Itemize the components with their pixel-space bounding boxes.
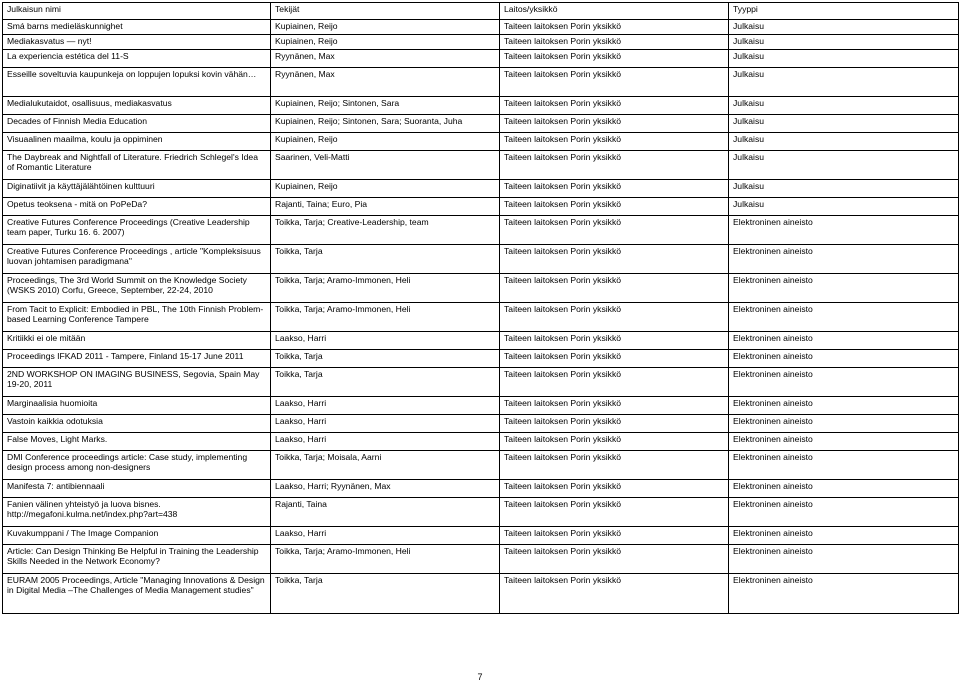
- cell-type: Elektroninen aineisto: [729, 545, 959, 574]
- table-row: [3, 415, 959, 433]
- cell-authors: Toikka, Tarja; Moisala, Aarni: [271, 451, 500, 480]
- cell-type: Julkaisu: [729, 133, 959, 151]
- cell-type: Elektroninen aineisto: [729, 397, 959, 415]
- cell-type: Julkaisu: [729, 180, 959, 198]
- cell-authors: Laakso, Harri: [271, 415, 500, 433]
- table-row: [3, 180, 959, 198]
- cell-type: Julkaisu: [729, 50, 959, 68]
- cell-type: Julkaisu: [729, 97, 959, 115]
- cell-department: Taiteen laitoksen Porin yksikkö: [500, 216, 729, 245]
- cell-title: Creative Futures Conference Proceedings , article "Kompleksisuus luovan johtamisen paradigmana": [3, 245, 271, 274]
- table-row: [3, 451, 959, 480]
- page-number: 7: [477, 672, 483, 682]
- table-row: [3, 35, 959, 50]
- cell-title: Visuaalinen maailma, koulu ja oppiminen: [3, 133, 271, 151]
- table-row: [3, 433, 959, 451]
- cell-type: Elektroninen aineisto: [729, 415, 959, 433]
- table-row: [3, 198, 959, 216]
- cell-title: Creative Futures Conference Proceedings (Creative Leadership team paper, Turku 16. 6. 2007): [3, 216, 271, 245]
- cell-department: Taiteen laitoksen Porin yksikkö: [500, 97, 729, 115]
- cell-authors: Kupiainen, Reijo; Sintonen, Sara; Suoranta, Juha: [271, 115, 500, 133]
- cell-authors: Kupiainen, Reijo; Sintonen, Sara: [271, 97, 500, 115]
- table-row: [3, 368, 959, 397]
- cell-authors: Toikka, Tarja: [271, 368, 500, 397]
- cell-type: Elektroninen aineisto: [729, 303, 959, 332]
- cell-title: EURAM 2005 Proceedings, Article "Managing Innovations & Design in Digital Media –The Challenges of Media Management studies": [3, 574, 271, 614]
- cell-department: Taiteen laitoksen Porin yksikkö: [500, 397, 729, 415]
- cell-department: Taiteen laitoksen Porin yksikkö: [500, 68, 729, 97]
- cell-title: La experiencia estética del 11-S: [3, 50, 271, 68]
- cell-authors: Laakso, Harri; Ryynänen, Max: [271, 480, 500, 498]
- table-row: [3, 397, 959, 415]
- table-row: [3, 274, 959, 303]
- cell-authors: Toikka, Tarja: [271, 350, 500, 368]
- cell-department: Taiteen laitoksen Porin yksikkö: [500, 415, 729, 433]
- table-row: [3, 350, 959, 368]
- table-row: [3, 303, 959, 332]
- table-row: [3, 97, 959, 115]
- cell-type: Elektroninen aineisto: [729, 216, 959, 245]
- cell-authors: Kupiainen, Reijo: [271, 35, 500, 50]
- cell-department: Taiteen laitoksen Porin yksikkö: [500, 115, 729, 133]
- cell-type: Elektroninen aineisto: [729, 332, 959, 350]
- cell-authors: Ryynänen, Max: [271, 68, 500, 97]
- cell-type: Julkaisu: [729, 198, 959, 216]
- cell-authors: Toikka, Tarja: [271, 245, 500, 274]
- cell-title: From Tacit to Explicit: Embodied in PBL, The 10th Finnish Problem-based Learning Conference Tampere: [3, 303, 271, 332]
- cell-department: Taiteen laitoksen Porin yksikkö: [500, 433, 729, 451]
- cell-department: Taiteen laitoksen Porin yksikkö: [500, 480, 729, 498]
- cell-type: Julkaisu: [729, 151, 959, 180]
- cell-authors: Kupiainen, Reijo: [271, 133, 500, 151]
- cell-type: Elektroninen aineisto: [729, 245, 959, 274]
- table-row: [3, 115, 959, 133]
- cell-department: Taiteen laitoksen Porin yksikkö: [500, 498, 729, 527]
- table-row: [3, 68, 959, 97]
- cell-title: Opetus teoksena - mitä on PoPeDa?: [3, 198, 271, 216]
- cell-department: Taiteen laitoksen Porin yksikkö: [500, 245, 729, 274]
- cell-type: Elektroninen aineisto: [729, 527, 959, 545]
- cell-title: Decades of Finnish Media Education: [3, 115, 271, 133]
- cell-authors: Laakso, Harri: [271, 527, 500, 545]
- cell-authors: Laakso, Harri: [271, 332, 500, 350]
- cell-authors: Rajanti, Taina: [271, 498, 500, 527]
- cell-type: Elektroninen aineisto: [729, 498, 959, 527]
- cell-title: The Daybreak and Nightfall of Literature. Friedrich Schlegel's Idea of Romantic Literature: [3, 151, 271, 180]
- cell-type: Elektroninen aineisto: [729, 451, 959, 480]
- cell-type: Elektroninen aineisto: [729, 368, 959, 397]
- cell-title: Mediakasvatus — nyt!: [3, 35, 271, 50]
- cell-title: Fanien välinen yhteistyö ja luova bisnes. http://megafoni.kulma.net/index.php?art=438: [3, 498, 271, 527]
- table-row: [3, 527, 959, 545]
- cell-title: Proceedings, The 3rd World Summit on the Knowledge Society (WSKS 2010) Corfu, Greece, September, 22-24, 2010: [3, 274, 271, 303]
- cell-title: Kuvakumppani / The Image Companion: [3, 527, 271, 545]
- table-row: [3, 332, 959, 350]
- cell-title: Smá barns medieläskunnighet: [3, 20, 271, 35]
- table-row: [3, 216, 959, 245]
- column-header-department: Laitos/yksikkö: [500, 3, 729, 20]
- cell-title: Manifesta 7: antibiennaali: [3, 480, 271, 498]
- cell-department: Taiteen laitoksen Porin yksikkö: [500, 451, 729, 480]
- cell-authors: Ryynänen, Max: [271, 50, 500, 68]
- cell-department: Taiteen laitoksen Porin yksikkö: [500, 151, 729, 180]
- cell-type: Julkaisu: [729, 35, 959, 50]
- cell-authors: Toikka, Tarja; Creative-Leadership, team: [271, 216, 500, 245]
- cell-authors: Kupiainen, Reijo: [271, 180, 500, 198]
- table-row: [3, 20, 959, 35]
- cell-department: Taiteen laitoksen Porin yksikkö: [500, 332, 729, 350]
- table-row: [3, 498, 959, 527]
- cell-authors: Toikka, Tarja; Aramo-Immonen, Heli: [271, 274, 500, 303]
- cell-authors: Toikka, Tarja; Aramo-Immonen, Heli: [271, 545, 500, 574]
- cell-title: Kritiikki ei ole mitään: [3, 332, 271, 350]
- cell-authors: Laakso, Harri: [271, 433, 500, 451]
- cell-title: Medialukutaidot, osallisuus, mediakasvatus: [3, 97, 271, 115]
- cell-department: Taiteen laitoksen Porin yksikkö: [500, 368, 729, 397]
- cell-type: Elektroninen aineisto: [729, 574, 959, 614]
- cell-department: Taiteen laitoksen Porin yksikkö: [500, 20, 729, 35]
- column-header-authors: Tekijät: [271, 3, 500, 20]
- cell-department: Taiteen laitoksen Porin yksikkö: [500, 350, 729, 368]
- cell-type: Elektroninen aineisto: [729, 433, 959, 451]
- cell-title: Proceedings IFKAD 2011 - Tampere, Finland 15-17 June 2011: [3, 350, 271, 368]
- cell-department: Taiteen laitoksen Porin yksikkö: [500, 527, 729, 545]
- cell-title: Marginaalisia huomioita: [3, 397, 271, 415]
- cell-title: DMI Conference proceedings article: Case study, implementing design process among non-designers: [3, 451, 271, 480]
- cell-department: Taiteen laitoksen Porin yksikkö: [500, 50, 729, 68]
- column-header-type: Tyyppi: [729, 3, 959, 20]
- table-row: [3, 133, 959, 151]
- column-header-title: Julkaisun nimi: [3, 3, 271, 20]
- cell-title: Vastoin kaikkia odotuksia: [3, 415, 271, 433]
- table-row: [3, 245, 959, 274]
- cell-title: Article: Can Design Thinking Be Helpful in Training the Leadership Skills Needed in the Network Economy?: [3, 545, 271, 574]
- cell-authors: Toikka, Tarja: [271, 574, 500, 614]
- cell-title: Esseille soveltuvia kaupunkeja on loppujen lopuksi kovin vähän…: [3, 68, 271, 97]
- cell-authors: Kupiainen, Reijo: [271, 20, 500, 35]
- cell-type: Julkaisu: [729, 115, 959, 133]
- cell-authors: Laakso, Harri: [271, 397, 500, 415]
- cell-department: Taiteen laitoksen Porin yksikkö: [500, 35, 729, 50]
- table-row: [3, 480, 959, 498]
- cell-department: Taiteen laitoksen Porin yksikkö: [500, 574, 729, 614]
- table-row: [3, 151, 959, 180]
- cell-type: Julkaisu: [729, 68, 959, 97]
- cell-type: Elektroninen aineisto: [729, 480, 959, 498]
- cell-title: 2ND WORKSHOP ON IMAGING BUSINESS, Segovia, Spain May 19-20, 2011: [3, 368, 271, 397]
- table-row: [3, 574, 959, 614]
- cell-department: Taiteen laitoksen Porin yksikkö: [500, 180, 729, 198]
- cell-authors: Toikka, Tarja; Aramo-Immonen, Heli: [271, 303, 500, 332]
- cell-authors: Saarinen, Veli-Matti: [271, 151, 500, 180]
- cell-department: Taiteen laitoksen Porin yksikkö: [500, 303, 729, 332]
- table-row: [3, 50, 959, 68]
- table-row: [3, 545, 959, 574]
- cell-title: False Moves, Light Marks.: [3, 433, 271, 451]
- publications-table: [2, 2, 959, 614]
- cell-department: Taiteen laitoksen Porin yksikkö: [500, 133, 729, 151]
- cell-title: Diginatiivit ja käyttäjälähtöinen kulttuuri: [3, 180, 271, 198]
- header-row: [3, 3, 959, 20]
- cell-type: Julkaisu: [729, 20, 959, 35]
- cell-department: Taiteen laitoksen Porin yksikkö: [500, 198, 729, 216]
- cell-department: Taiteen laitoksen Porin yksikkö: [500, 274, 729, 303]
- cell-type: Elektroninen aineisto: [729, 350, 959, 368]
- table-body: [3, 20, 959, 614]
- cell-authors: Rajanti, Taina; Euro, Pia: [271, 198, 500, 216]
- cell-department: Taiteen laitoksen Porin yksikkö: [500, 545, 729, 574]
- cell-type: Elektroninen aineisto: [729, 274, 959, 303]
